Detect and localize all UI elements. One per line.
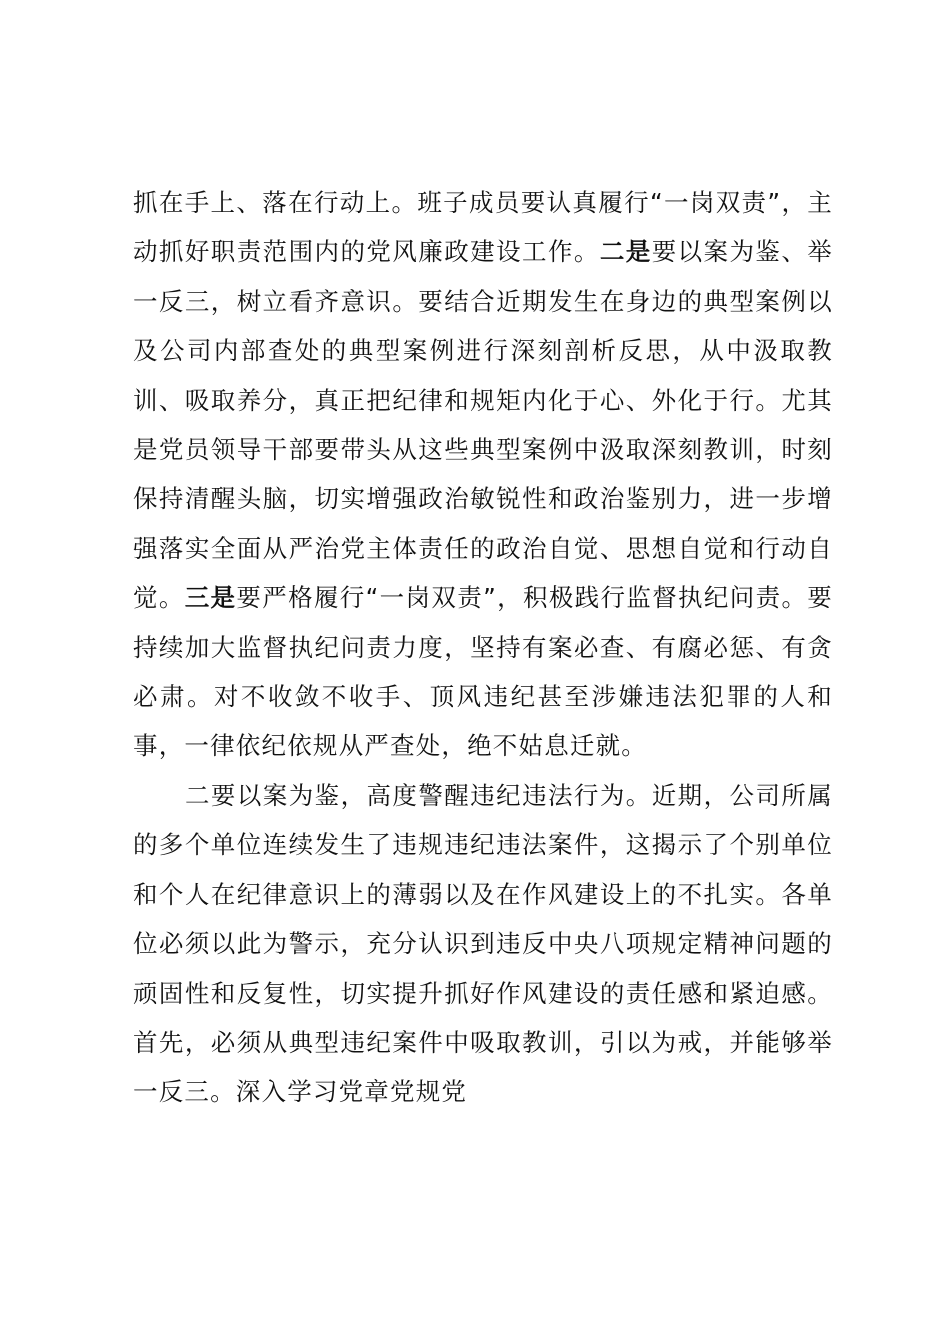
paragraph-continuation — [133, 178, 833, 771]
document-body — [133, 178, 833, 1117]
paragraph-1-text-a: 抓在手上、落在行动上。班子成员要认真履行“一岗双责”，主动抓好职责范围内的党风廉政建设工作。 — [133, 188, 833, 267]
paragraph-2-text: 二要以案为鉴，高度警醒违纪违法行为。近期，公司所属的多个单位连续发生了违规违纪违法案件，这揭示了个别单位和个人在纪律意识上的薄弱以及在作风建设上的不扎实。各单位必须以此为警示，充分认识到违反中央八项规定精神问题的顽固性和反复性，切实提升抓好作风建设的责任感和紧迫感。首先，必须从典型违纪案件中吸取教训，引以为戒，并能够举一反三。深入学习党章党规党 — [133, 780, 833, 1107]
paragraph-2 — [133, 771, 833, 1117]
paragraph-1-emphasis-second: 二是 — [599, 237, 652, 267]
paragraph-1-text-b: 要以案为鉴、举一反三，树立看齐意识。要结合近期发生在身边的典型案例以及公司内部查处的典型案例进行深刻剖析反思，从中汲取教训、吸取养分，真正把纪律和规矩内化于心、外化于行。尤其是党员领导干部要带头从这些典型案例中汲取深刻教训，时刻保持清醒头脑，切实增强政治敏锐性和政治鉴别力，进一步增强落实全面从严治党主体责任的政治自觉、思想自觉和行动自觉。 — [133, 237, 833, 613]
paragraph-1-text-c: 要严格履行“一岗双责”，积极践行监督执纪问责。要持续加大监督执纪问责力度，坚持有案必查、有腐必惩、有贪必肃。对不收敛不收手、顶风违纪甚至涉嫌违法犯罪的人和事，一律依纪依规从严查处，绝不姑息迁就。 — [133, 583, 833, 761]
paragraph-1-emphasis-third: 三是 — [184, 583, 237, 613]
